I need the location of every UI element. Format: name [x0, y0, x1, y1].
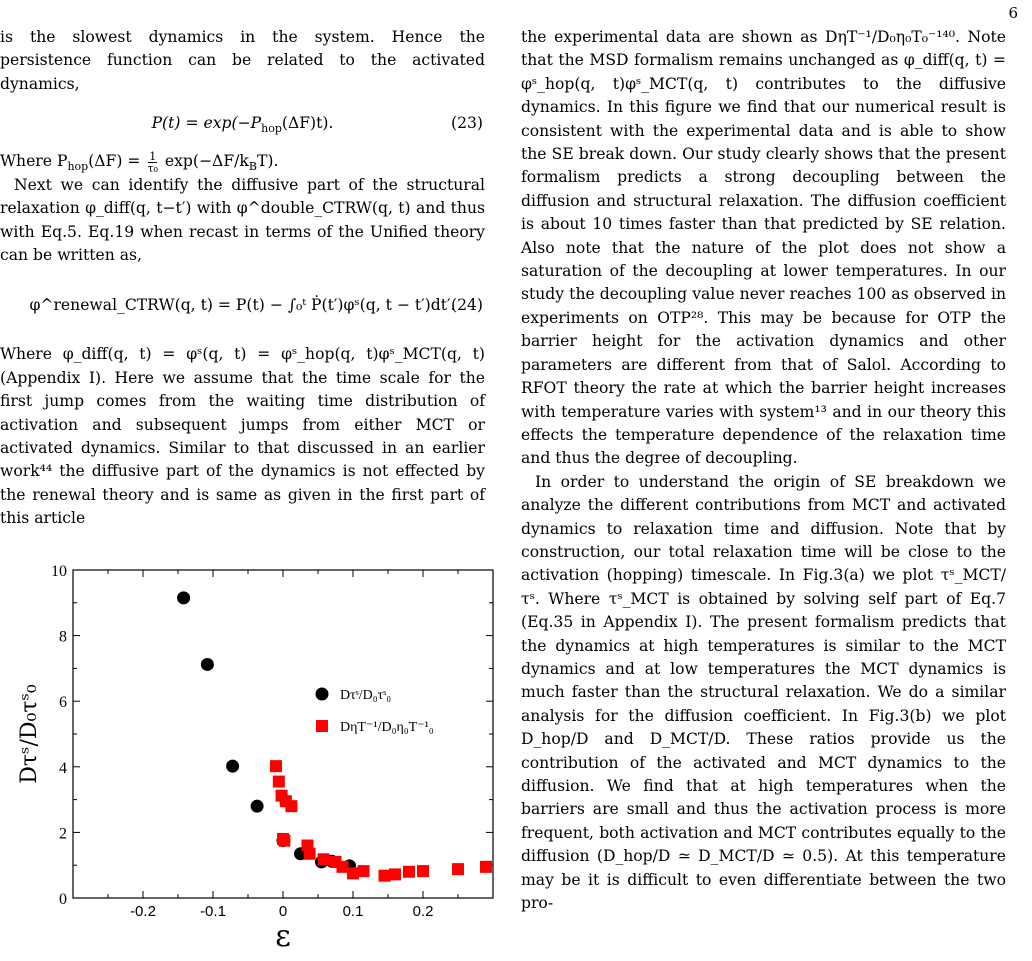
right-paragraph-1: the experimental data are shown as DηT⁻¹/D₀η₀T₀⁻¹⁴⁰. Note that the MSD formalism remains unchanged as φ_diff(q, t) = φˢ_hop(q, t)φˢ_MCT(q, t) contributes to the diffusive dynamics. In this figure we find that our numerical result is consistent with the experimental data and is able to show the SE break down. Our study clearly shows that the present formalism predicts a strong decoupling between the diffusion and structural relaxation. The diffusion coefficient is about 10 times faster than that predicted by SE relation. Also note that the nature of the plot does not show a saturation of the decoupling at lower temperatures. In our study the decoupling value never reaches 100 as observed in experiments on OTP²⁸. This may be because for OTP the barrier height for the activation dynamics and other parameters are different from that of Salol. According to RFOT theory the rate at which the barrier height increases with temperature varies with system¹³ and in our theory this effects the temperature dependence of the relaxation time and thus the degree of decoupling.	[521, 28, 1006, 468]
data-point-square	[417, 865, 429, 877]
data-point-square	[278, 835, 290, 847]
data-point-square	[304, 848, 316, 860]
data-point-square	[358, 865, 370, 877]
left-column	[0, 26, 485, 531]
data-point-square	[270, 760, 282, 772]
data-point-circle	[201, 658, 214, 671]
data-point-square	[389, 868, 401, 880]
equation-23	[0, 103, 485, 143]
data-point-square	[273, 776, 285, 788]
left-paragraph-1: is the slowest dynamics in the system. Hence the persistence function can be related to the activated dynamics,	[0, 28, 485, 93]
right-column	[521, 26, 1006, 915]
y-tick-label: 4	[59, 759, 67, 777]
data-point-square	[337, 861, 349, 873]
chart-svg	[0, 560, 505, 960]
left-paragraph-3: Next we can identify the diffusive part of the structural relaxation φ_diff(q, t−t′) with φ^double_CTRW(q, t) and thus with Eq.5. Eq.19 when recast in terms of the Unified theory can be written as,	[0, 175, 485, 264]
left-paragraph-2: Where $P_{hop}(\Delta F)$ = $\frac{1}{\text{τ₀}}$ $\exp(-\Delta F/k_BT)$.	[0, 149, 279, 175]
y-tick-label: 10	[51, 563, 67, 580]
eq24-body: φ^renewal_CTRW(q, t) = P(t) − ∫₀ᵗ Ṗ(t′)φˢ(q, t − t′)dt′.	[29, 295, 456, 314]
equation-number-24: (24)	[450, 295, 483, 314]
y-axis-label: Dτˢ/D₀τˢ₀	[17, 684, 42, 784]
page-number: 6	[1008, 4, 1018, 22]
legend-label-series-2: DηT⁻¹/D₀η₀T⁻¹₀	[340, 720, 434, 735]
x-tick-label: -0.2	[130, 903, 156, 920]
y-tick-label: 0	[59, 891, 67, 908]
data-point-square	[480, 861, 492, 873]
equation-24	[0, 276, 485, 334]
legend-marker-circle	[316, 688, 329, 701]
data-point-circle	[251, 800, 264, 813]
data-point-circle	[226, 760, 239, 773]
left-paragraph-4: Where φ_diff(q, t) = φˢ(q, t) = φˢ_hop(q, t)φˢ_MCT(q, t) (Appendix I). Here we assume that the time scale for the first jump comes from the waiting time distribution of activation and subsequent jumps from either MCT or activated dynamics. Similar to that discussed in an earlier work⁴⁴ the diffusive part of the dynamics is not effected by the renewal theory and is same as given in the first part of this article	[0, 345, 485, 528]
data-point-square	[379, 870, 391, 882]
data-point-square	[403, 866, 415, 878]
data-point-square	[285, 800, 297, 812]
data-point-square	[347, 867, 359, 879]
x-tick-label: -0.1	[200, 903, 226, 920]
x-tick-label: 0	[278, 903, 288, 920]
right-paragraph-2: In order to understand the origin of SE breakdown we analyze the different contributions from MCT and activated dynamics to relaxation time and diffusion. Note that by construction, our total relaxation time will be close to the activation (hopping) timescale. In Fig.3(a) we plot τˢ_MCT/τˢ. Where τˢ_MCT is obtained by solving self part of Eq.7 (Eq.35 in Appendix I). The present formalism predicts that the dynamics at high temperatures is similar to the MCT dynamics and at low temperatures the MCT dynamics is much faster than the structural relaxation. We do a similar analysis for the diffusion coefficient. In Fig.3(b) we plot D_hop/D and D_MCT/D. These ratios provide us the contribution of the activated and MCT dynamics to the diffusion. We find that at high temperatures when the barriers are small and thus the activation process is more frequent, both activation and MCT contributes equally to the diffusion (D_hop/D ≃ D_MCT/D ≃ 0.5). At this temperature may be it is difficult to even differentiate between the two pro-	[521, 472, 1006, 913]
equation-number-23: (23)	[450, 113, 483, 132]
y-tick-label: 2	[59, 825, 67, 843]
legend-label-series-1: Dτˢ/D₀τˢ₀	[340, 688, 392, 703]
data-point-circle	[177, 591, 190, 604]
data-point-square	[318, 853, 330, 865]
figure-decoupling-plot	[0, 560, 505, 960]
legend-marker-square	[316, 720, 328, 732]
data-point-square	[452, 863, 464, 875]
y-tick-label: 8	[59, 628, 67, 646]
x-tick-label: 0.2	[412, 903, 434, 920]
eq23-body: $P(t) = \exp(-P_{hop}(\Delta F)t)$.	[151, 113, 334, 135]
x-axis-label: ε	[275, 919, 291, 954]
x-tick-label: 0.1	[342, 903, 364, 920]
y-tick-label: 6	[59, 694, 67, 712]
fraction-1-over-tau0: $\frac{1}{\text{τ₀}}$	[147, 149, 158, 175]
